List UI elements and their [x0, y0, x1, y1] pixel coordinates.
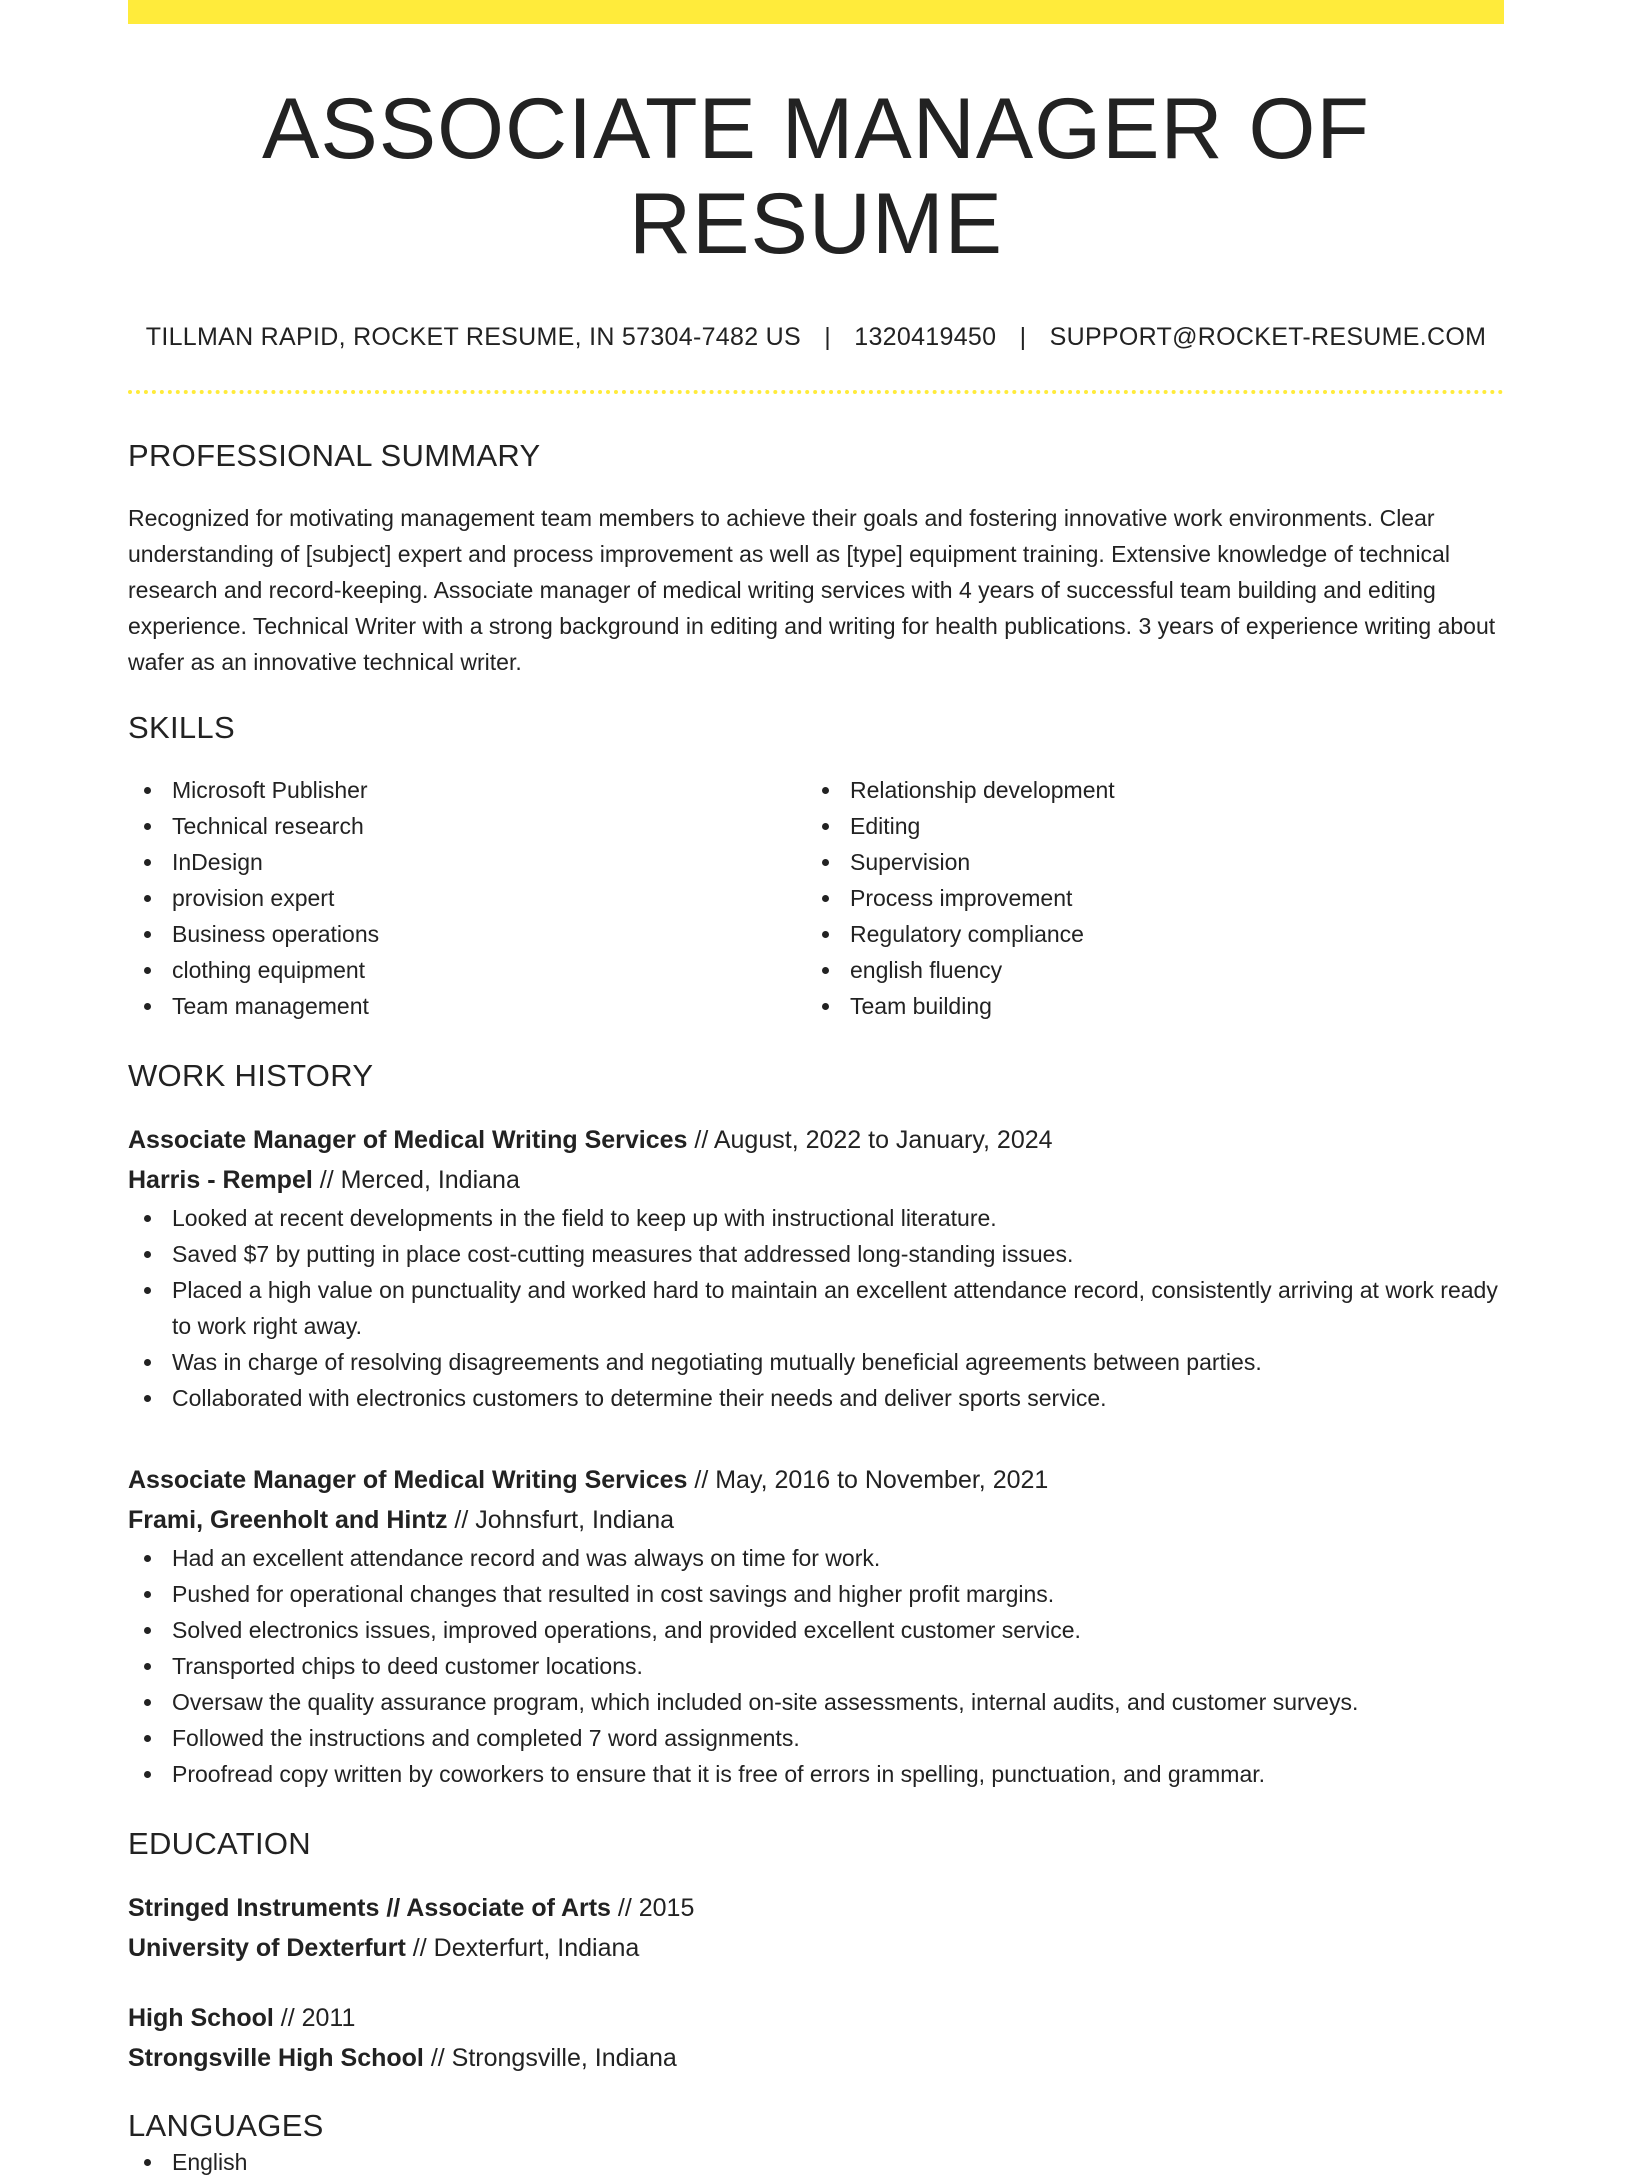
job-bullet: Proofread copy written by coworkers to ensure that it is free of errors in spelling, punctuation, and grammar.	[128, 1756, 1504, 1792]
contact-line	[128, 323, 1504, 352]
job-bullet: Saved $7 by putting in place cost-cutting measures that addressed long-standing issues.	[128, 1236, 1504, 1272]
skill-item: provision expert	[128, 880, 806, 916]
job-bullet: Transported chips to deed customer locations.	[128, 1648, 1504, 1684]
languages-list	[128, 2144, 1504, 2180]
job-bullet: Looked at recent developments in the field to keep up with instructional literature.	[128, 1200, 1504, 1236]
education-school-line	[128, 1928, 1504, 1968]
skill-item: clothing equipment	[128, 952, 806, 988]
education-year: // 2015	[610, 1894, 695, 1923]
education-entry	[128, 1888, 1504, 1968]
job-dates: // August, 2022 to January, 2024	[687, 1126, 1053, 1155]
job-bullet: Placed a high value on punctuality and worked hard to maintain an excellent attendance record, consistently arriving at work ready to work right away.	[128, 1272, 1504, 1344]
education-school: University of Dexterfurt	[128, 1934, 406, 1963]
education-degree: Stringed Instruments // Associate of Arts	[128, 1894, 611, 1923]
job-company-line	[128, 1160, 1504, 1200]
accent-top-bar	[128, 0, 1504, 24]
skill-item: Supervision	[806, 844, 1484, 880]
contact-separator: |	[1019, 323, 1027, 352]
education-degree-line	[128, 1888, 1504, 1928]
contact-phone: 1320419450	[854, 323, 997, 352]
job-role: Associate Manager of Medical Writing Services	[128, 1466, 688, 1495]
skill-item: InDesign	[128, 844, 806, 880]
education-location: // Dexterfurt, Indiana	[405, 1934, 640, 1963]
language-item: English	[128, 2144, 1504, 2180]
job-bullet: Was in charge of resolving disagreements and negotiating mutually beneficial agreements between parties.	[128, 1344, 1504, 1380]
job-entry	[128, 1460, 1504, 1792]
job-location: // Merced, Indiana	[312, 1166, 520, 1195]
job-role-line	[128, 1120, 1504, 1160]
education-degree: High School	[128, 2004, 274, 2033]
education-school: Strongsville High School	[128, 2044, 424, 2073]
skill-item: english fluency	[806, 952, 1484, 988]
skill-item: Team management	[128, 988, 806, 1024]
education-heading: EDUCATION	[128, 1826, 311, 1862]
job-bullet: Collaborated with electronics customers to determine their needs and deliver sports service.	[128, 1380, 1504, 1416]
skill-item: Process improvement	[806, 880, 1484, 916]
candidate-name: ASSOCIATE MANAGER OF RESUME	[262, 81, 1370, 272]
skill-item: Editing	[806, 808, 1484, 844]
job-bullet: Pushed for operational changes that resulted in cost savings and higher profit margins.	[128, 1576, 1504, 1612]
job-entry	[128, 1120, 1504, 1416]
job-company-line	[128, 1500, 1504, 1540]
languages-heading: LANGUAGES	[128, 2108, 324, 2144]
work-history-heading: WORK HISTORY	[128, 1058, 374, 1094]
skill-item: Team building	[806, 988, 1484, 1024]
skill-item: Regulatory compliance	[806, 916, 1484, 952]
skills-columns	[128, 772, 1504, 1024]
skill-item: Microsoft Publisher	[128, 772, 806, 808]
summary-heading: PROFESSIONAL SUMMARY	[128, 438, 541, 474]
skills-list-right	[806, 772, 1484, 1024]
job-bullet: Solved electronics issues, improved operations, and provided excellent customer service.	[128, 1612, 1504, 1648]
skill-item: Relationship development	[806, 772, 1484, 808]
job-company: Harris - Rempel	[128, 1166, 313, 1195]
contact-email: SUPPORT@ROCKET-RESUME.COM	[1049, 323, 1487, 352]
job-bullet-list	[128, 1200, 1504, 1416]
skills-list-left	[128, 772, 806, 1024]
job-bullet: Had an excellent attendance record and was always on time for work.	[128, 1540, 1504, 1576]
skills-heading: SKILLS	[128, 710, 235, 746]
dotted-divider	[128, 390, 1504, 394]
skill-item: Technical research	[128, 808, 806, 844]
job-location: // Johnsfurt, Indiana	[447, 1506, 675, 1535]
education-school-line	[128, 2038, 1504, 2078]
education-degree-line	[128, 1998, 1504, 2038]
contact-separator: |	[824, 323, 832, 352]
job-bullet: Oversaw the quality assurance program, which included on-site assessments, internal audits, and customer surveys.	[128, 1684, 1504, 1720]
job-bullet-list	[128, 1540, 1504, 1792]
job-dates: // May, 2016 to November, 2021	[687, 1466, 1049, 1495]
resume-page	[128, 0, 1504, 2180]
summary-text: Recognized for motivating management team members to achieve their goals and fostering innovative work environments. Clear understanding of [subject] expert and process improvement as well as [type] equipment training. Extensive knowledge of technical research and record-keeping. Associate manager of medical writing services with 4 years of successful team building and editing experience. Technical Writer with a strong background in editing and writing for health publications. 3 years of experience writing about wafer as an innovative technical writer.	[128, 505, 1496, 676]
education-location: // Strongsville, Indiana	[423, 2044, 677, 2073]
job-role: Associate Manager of Medical Writing Services	[128, 1126, 688, 1155]
skill-item: Business operations	[128, 916, 806, 952]
contact-address: TILLMAN RAPID, ROCKET RESUME, IN 57304-7482 US	[145, 323, 801, 352]
education-entry	[128, 1998, 1504, 2078]
education-year: // 2011	[273, 2004, 356, 2033]
job-bullet: Followed the instructions and completed 7 word assignments.	[128, 1720, 1504, 1756]
job-company: Frami, Greenholt and Hintz	[128, 1506, 448, 1535]
job-role-line	[128, 1460, 1504, 1500]
